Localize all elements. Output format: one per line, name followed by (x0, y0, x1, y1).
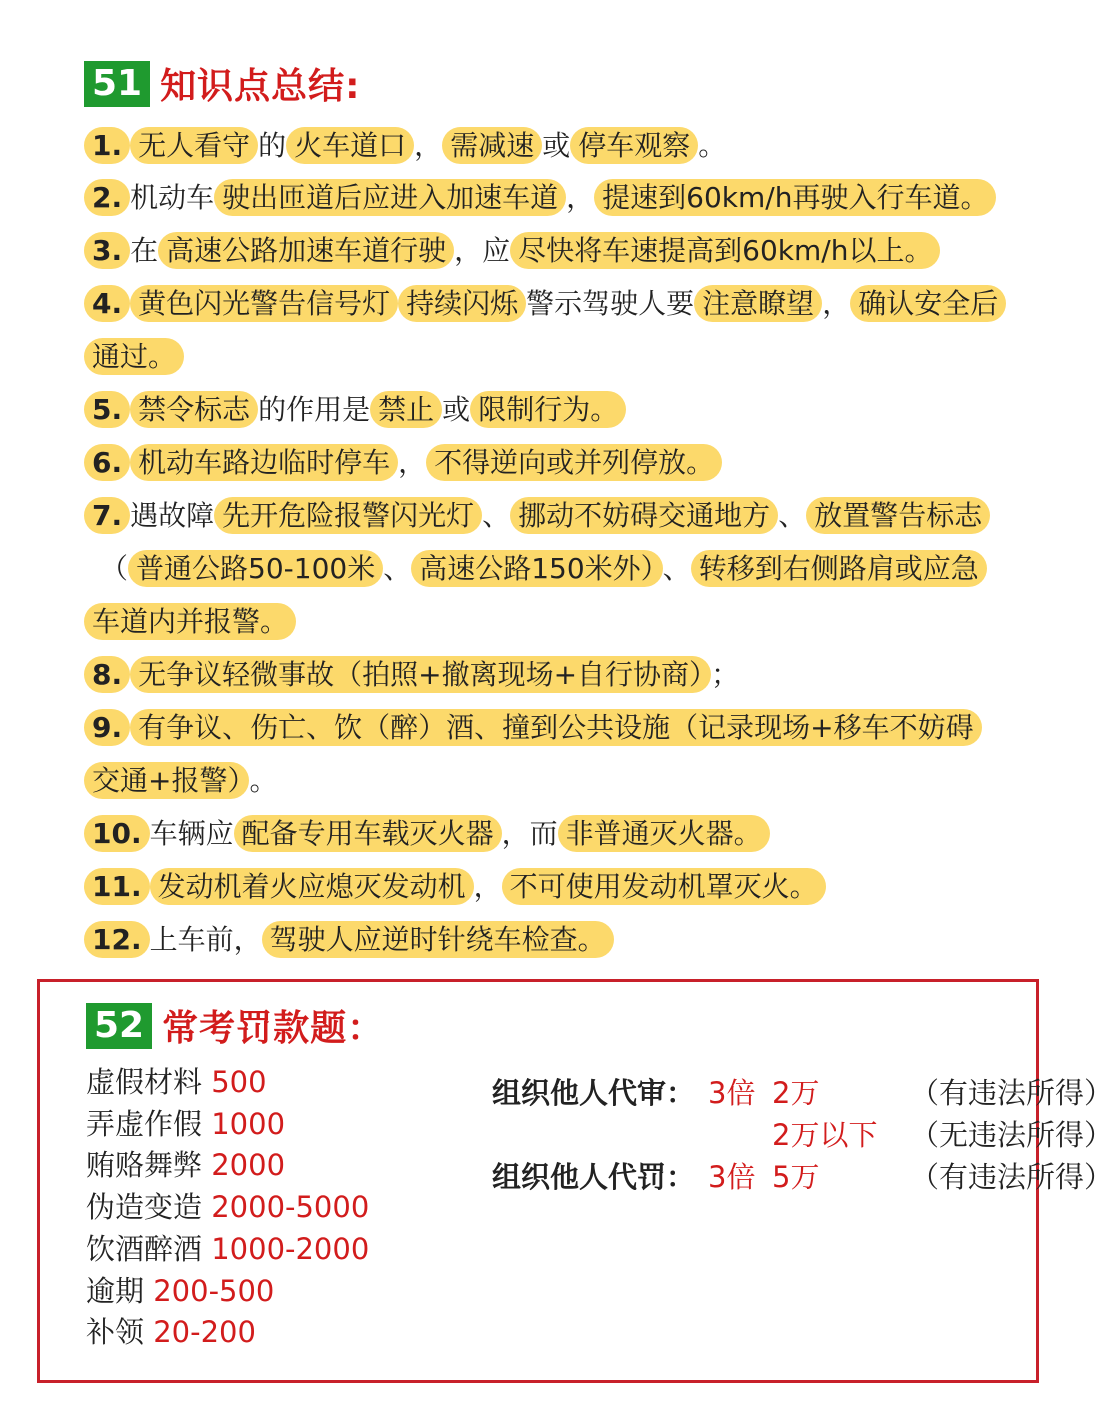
knowledge-point-line (84, 649, 1014, 701)
fine-row (86, 1229, 369, 1271)
fine-amount: 2000 (211, 1148, 286, 1183)
agent-rule-multiple: 3倍 (708, 1160, 756, 1194)
plain-text: ， (566, 181, 595, 214)
plain-text: 在 (130, 234, 159, 267)
highlighted-text: 11. (84, 868, 150, 905)
plain-text: ， (822, 287, 851, 320)
highlighted-text: 停车观察 (570, 127, 698, 164)
plain-text: 、 (482, 499, 511, 532)
plain-text: ， (414, 129, 443, 162)
fine-row (86, 1145, 369, 1187)
highlighted-text: 提速到60km/h再驶入行车道。 (594, 179, 996, 216)
fine-label: 逾期 (86, 1273, 154, 1308)
highlighted-text: 9. (84, 709, 130, 746)
agent-rule-label (492, 1114, 708, 1156)
highlighted-text: 10. (84, 815, 150, 852)
highlighted-text: 确认安全后 (850, 285, 1006, 322)
knowledge-point-line (84, 490, 1014, 542)
agent-rule-note: （无违法所得） (910, 1118, 1113, 1152)
highlighted-text: 驾驶人应逆时针绕车检查。 (262, 921, 614, 958)
agent-rule-note: （有违法所得） (910, 1160, 1113, 1194)
highlighted-text: 3. (84, 232, 130, 269)
fine-label: 虚假材料 (86, 1065, 212, 1099)
plain-text: 机动车 (130, 181, 215, 214)
agent-rule-note: （有违法所得） (910, 1076, 1113, 1110)
fine-row (86, 1312, 369, 1354)
highlighted-text: 1. (84, 127, 130, 164)
section-51-title: 知识点总结: (160, 66, 361, 107)
highlighted-text: 通过。 (84, 338, 184, 375)
highlighted-text: 12. (84, 921, 150, 958)
agent-rule-limit: 5万 (772, 1160, 820, 1194)
highlighted-text: 需减速 (442, 127, 542, 164)
highlighted-text: 驶出匝道后应进入加速车道 (214, 179, 566, 216)
fine-label: 饮酒醉酒 (86, 1231, 212, 1266)
fine-label: 贿赂舞弊 (86, 1148, 212, 1183)
fine-amount: 500 (211, 1065, 267, 1099)
fine-label: 伪造变造 (86, 1190, 212, 1225)
plain-text: （ (100, 552, 129, 585)
highlighted-text: 普通公路50-100米 (128, 550, 383, 587)
highlighted-text: 高速公路加速车道行驶 (158, 232, 454, 269)
knowledge-point-line (84, 755, 1014, 807)
highlighted-text: 车道内并报警。 (84, 603, 296, 640)
knowledge-point-line (100, 543, 1030, 595)
plain-text: 上车前， (149, 923, 262, 956)
highlighted-text: 5. (84, 391, 130, 428)
highlighted-text: 4. (84, 285, 130, 322)
knowledge-point-line (84, 278, 1014, 330)
knowledge-point-line (84, 225, 1014, 277)
highlighted-text: 尽快将车速提高到60km/h以上。 (510, 232, 940, 269)
highlighted-text: 禁止 (370, 391, 442, 428)
agent-rule-limit: 2万以下 (772, 1118, 878, 1152)
highlighted-text: 禁令标志 (130, 391, 258, 428)
highlighted-text: 配备专用车载灭火器 (234, 815, 502, 852)
section-52-title: 常考罚款题： (162, 1008, 385, 1049)
highlighted-text: 先开危险报警闪光灯 (214, 497, 482, 534)
plain-text: 遇故障 (130, 499, 215, 532)
fine-list (86, 1062, 369, 1354)
plain-text: 的 (258, 129, 287, 162)
plain-text: 、 (383, 552, 412, 585)
knowledge-point-line (84, 861, 1014, 913)
plain-text: ； (711, 658, 740, 691)
knowledge-point-line (84, 702, 1014, 754)
knowledge-point-line (84, 331, 1014, 383)
plain-text: 、 (778, 499, 807, 532)
plain-text: 、 (662, 552, 691, 585)
highlighted-text: 7. (84, 497, 130, 534)
agent-rule-row (492, 1072, 1113, 1114)
plain-text: 。 (698, 129, 727, 162)
knowledge-point-line (84, 437, 1014, 489)
plain-text: ，而 (501, 817, 558, 850)
knowledge-point-line (84, 172, 1014, 224)
highlighted-text: 非普通灭火器。 (558, 815, 770, 852)
plain-text: 车辆应 (149, 817, 234, 850)
highlighted-text: 8. (84, 656, 130, 693)
fine-row (86, 1104, 369, 1146)
agent-rule-row (492, 1156, 1113, 1198)
highlighted-text: 挪动不妨碍交通地方 (510, 497, 778, 534)
knowledge-point-line (84, 914, 1014, 966)
highlighted-text: 无争议轻微事故（拍照+撤离现场+自行协商） (130, 656, 711, 693)
knowledge-point-line (84, 120, 1014, 172)
highlighted-text: 机动车路边临时停车 (130, 444, 398, 481)
fine-label: 弄虚作假 (86, 1106, 212, 1141)
section-52-number-badge: 52 (86, 1003, 152, 1049)
agent-rule-multiple: 3倍 (708, 1076, 756, 1110)
agent-rule-label: 组织他人代罚： (492, 1160, 696, 1194)
highlighted-text: 放置警告标志 (806, 497, 990, 534)
plain-text: ，应 (454, 234, 511, 267)
highlighted-text: 交通+报警） (84, 762, 249, 799)
plain-text: 。 (249, 764, 278, 797)
highlighted-text: 有争议、伤亡、饮（醉）酒、撞到公共设施（记录现场+移车不妨碍 (130, 709, 981, 746)
fine-amount: 200-500 (153, 1273, 275, 1308)
fine-row (86, 1062, 369, 1104)
highlighted-text: 注意瞭望 (694, 285, 822, 322)
agent-rule-label: 组织他人代审： (492, 1076, 696, 1110)
fine-amount: 1000-2000 (211, 1231, 370, 1266)
highlighted-text: 转移到右侧路肩或应急 (691, 550, 987, 587)
highlighted-text: 2. (84, 179, 130, 216)
highlighted-text: 不得逆向或并列停放。 (426, 444, 722, 481)
knowledge-point-line (84, 384, 1014, 436)
fine-row (86, 1271, 369, 1313)
highlighted-text: 火车道口 (286, 127, 414, 164)
knowledge-point-line (84, 808, 1014, 860)
highlighted-text: 黄色闪光警告信号灯 (130, 285, 398, 322)
highlighted-text: 不可使用发动机罩灭火。 (502, 868, 826, 905)
agent-rule-row (492, 1114, 1113, 1156)
plain-text: 的作用是 (258, 393, 371, 426)
fine-amount: 2000-5000 (211, 1190, 370, 1225)
highlighted-text: 6. (84, 444, 130, 481)
agent-rule-multiple (708, 1114, 772, 1156)
section-51-heading (84, 58, 361, 109)
highlighted-text: 持续闪烁 (398, 285, 526, 322)
highlighted-text: 限制行为。 (470, 391, 626, 428)
section-52-heading (86, 1000, 384, 1051)
plain-text: 或 (442, 393, 471, 426)
plain-text: ， (473, 870, 502, 903)
fine-amount: 20-200 (153, 1315, 256, 1350)
agent-rule-limit: 2万 (772, 1076, 820, 1110)
plain-text: 警示驾驶人要 (526, 287, 695, 320)
plain-text: 或 (542, 129, 571, 162)
fine-row (86, 1187, 369, 1229)
section-51-number-badge: 51 (84, 61, 150, 107)
highlighted-text: 无人看守 (130, 127, 258, 164)
knowledge-point-line (84, 596, 1014, 648)
highlighted-text: 高速公路150米外） (411, 550, 662, 587)
highlighted-text: 发动机着火应熄灭发动机 (150, 868, 474, 905)
plain-text: ， (398, 446, 427, 479)
fine-amount: 1000 (211, 1106, 286, 1141)
fine-label: 补领 (86, 1315, 154, 1350)
penalty-questions-box (37, 979, 1113, 1383)
agent-rules (492, 1072, 1113, 1198)
